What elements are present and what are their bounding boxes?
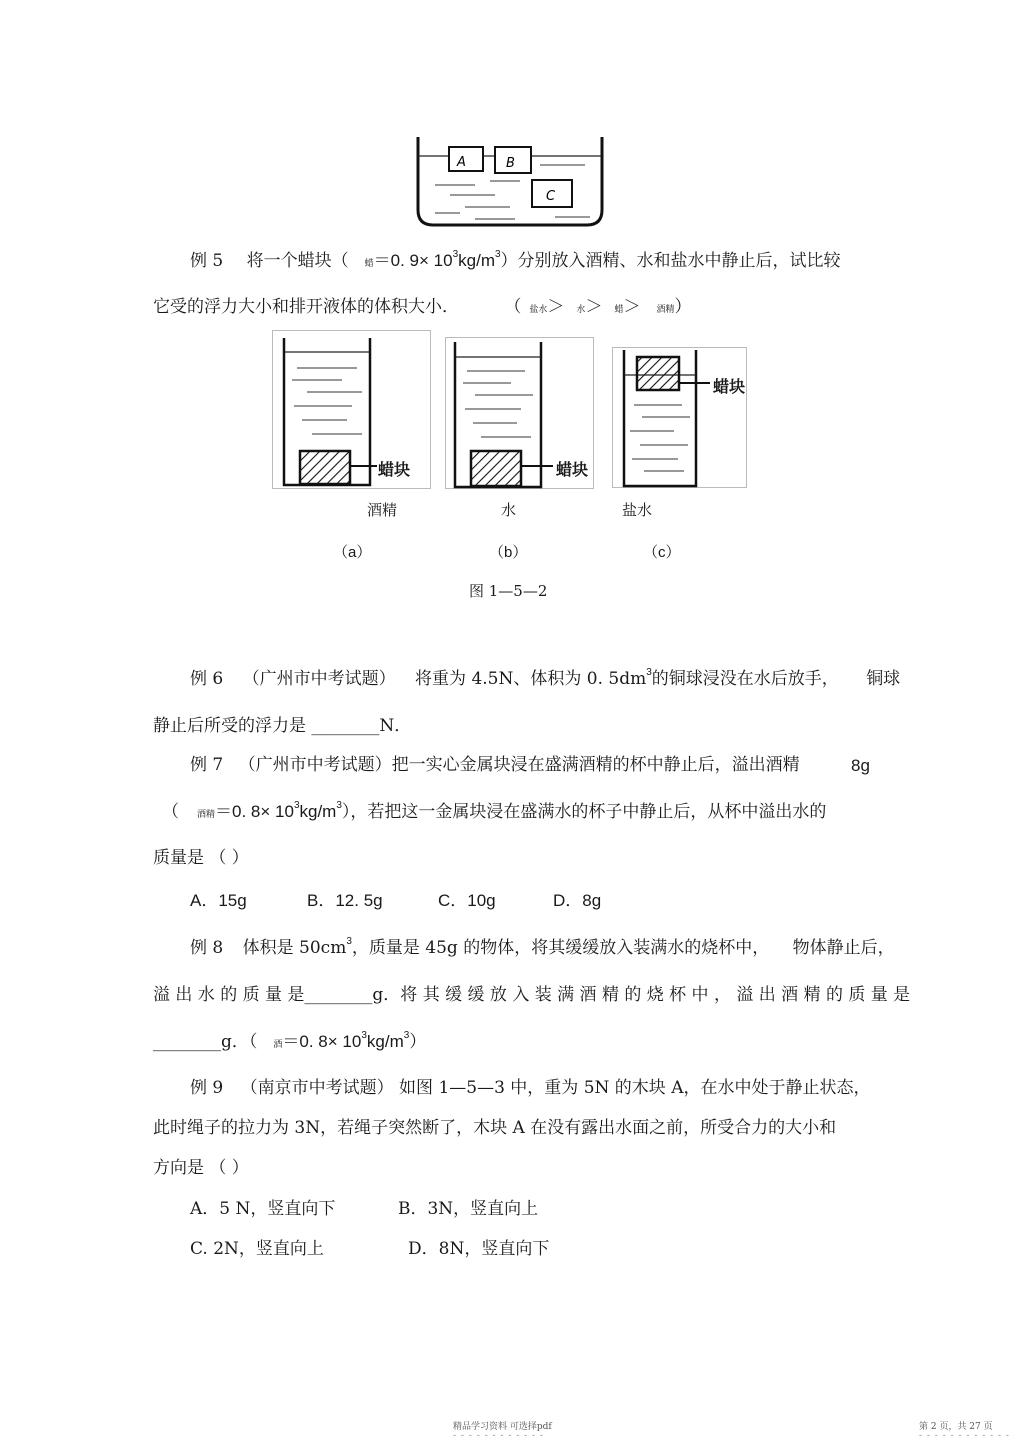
top-container-figure bbox=[415, 135, 605, 230]
ex7-option-b: B．12. 5g bbox=[307, 891, 383, 910]
liquid-label-saltwater: 盐水 bbox=[622, 501, 653, 519]
ex9-option-d: D．8N，竖直向下 bbox=[408, 1239, 550, 1259]
block-c-label: C bbox=[546, 189, 556, 204]
wax-label-a: 蜡块 bbox=[378, 460, 411, 479]
example-9-line3: 方向是 （ ） bbox=[153, 1158, 249, 1178]
example-6-line2: 静止后所受的浮力是 ________N． bbox=[153, 716, 412, 736]
footer-page-number: 第 2 页，共 27 页 bbox=[919, 1422, 993, 1432]
footer-dashes-right: - - - - - - - - - - - - bbox=[919, 1431, 1010, 1441]
ex9-option-c: C. 2N，竖直向上 bbox=[190, 1239, 324, 1259]
wax-label-b: 蜡块 bbox=[556, 460, 589, 479]
example-7-line3: 质量是 （ ） bbox=[153, 848, 249, 868]
example-8-line1: 例 8 体积是 $50cm^3$，质量是 45g 的物体，将其缓缓放入装满水的烧杯中， 物体静止后， bbox=[190, 936, 895, 958]
sub-label-a: （a） bbox=[333, 544, 372, 561]
footer-dashes-left: - - - - - - - - - - - - bbox=[453, 1431, 544, 1441]
ex7-option-d: D．8g bbox=[553, 891, 602, 910]
block-a-label: A bbox=[457, 155, 466, 170]
example-7-line1: 例 7 （广州市中考试题）把一实心金属块浸在盛满酒精的杯中静止后，溢出酒精 bbox=[190, 755, 800, 775]
example-8-line2: 溢 出 水 的 质 量 是________g．将 其 缓 缓 放 入 装 满 酒 精 的 烧 杯 中 ， 溢 出 酒 精 的 质 量 是 bbox=[153, 985, 911, 1005]
liquid-label-water: 水 bbox=[501, 501, 517, 519]
example-7-mass: 8g bbox=[851, 756, 870, 775]
ex9-option-a: A．5 N，竖直向下 bbox=[190, 1199, 336, 1219]
ex9-option-b: B．3N，竖直向上 bbox=[398, 1199, 539, 1219]
example-9-line2: 此时绳子的拉力为 3N，若绳子突然断了，木块 A 在没有露出水面之前，所受合力的大小和 bbox=[153, 1118, 837, 1138]
wax-label-c: 蜡块 bbox=[713, 377, 746, 396]
example-5-line2: 它受的浮力大小和排开液体的体积大小． （ 盐水＞ 水＞ 蜡＞ 酒精） bbox=[153, 297, 692, 317]
block-b-label: B bbox=[506, 156, 515, 171]
example-7-line2: （ 酒精＝0. $8\times 10^3kg/m^3$），若把这一金属块浸在盛满水的杯子中静止后，从杯中溢出水的 bbox=[162, 800, 827, 822]
footer-watermark: 精品学习资料 可选择pdf bbox=[453, 1422, 552, 1432]
sub-label-b: （b） bbox=[489, 544, 528, 561]
ex7-option-c: C．10g bbox=[438, 891, 496, 910]
beaker-c-figure bbox=[612, 347, 748, 489]
sub-label-c: （c） bbox=[643, 544, 681, 561]
example-8-line3: ________g．（ 酒＝0. $8\times 10^3kg/m^3$） bbox=[153, 1030, 427, 1052]
example-9-line1: 例 9 （南京市中考试题） 如图 1—5—3 中，重为 5N 的木块 A，在水中处于静止状态， bbox=[190, 1078, 871, 1098]
figure-caption: 图 1—5—2 bbox=[469, 582, 548, 600]
liquid-label-alcohol: 酒精 bbox=[367, 501, 398, 519]
example-6-line1: 例 6 （广州市中考试题） 将重为 4.5N、体积为 0. $5dm^3$的铜球浸没在水后放手， 铜球 bbox=[190, 667, 901, 689]
ex7-option-a: A．15g bbox=[190, 891, 247, 910]
example-5-line1: 例 5 将一个蜡块（ 蜡＝0. $9\times 10^3kg/m^3$）分别放入酒精、水和盐水中静止后，试比较 bbox=[190, 249, 841, 271]
